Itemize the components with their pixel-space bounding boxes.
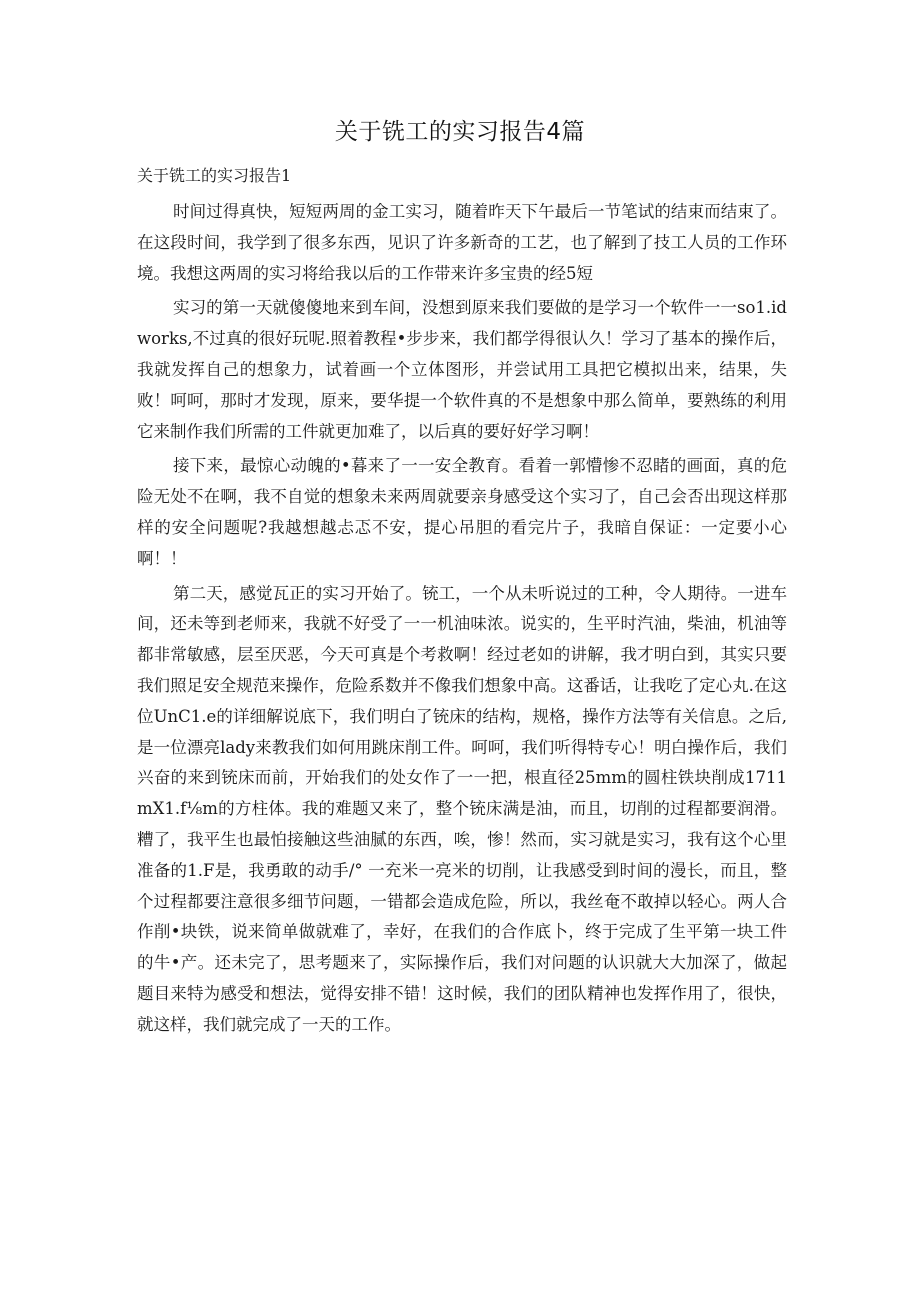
paragraph-2: 实习的第一天就傻傻地来到车间，没想到原来我们要做的是学习一个软件一一so1.idworks,不过真的很好玩呢.照着教程•步步来，我们都学得很认久！学习了基本的操作后，我就发挥自己的想象力，试着画一个立体图形，并尝试用工具把它模拟出来，结果，失败！呵呵，那时才发现，原来，要华提一个软件真的不是想象中那么简单，要熟练的利用它来制作我们所需的工件就更加难了，以后真的要好好学习啊！: [137, 298, 787, 441]
section-heading: 关于铣工的实习报告1: [137, 166, 292, 185]
paragraph-4: 第二天，感觉瓦正的实习开始了。铳工，一个从未听说过的工种，令人期待。一进车间，还未等到老师来，我就不好受了一一机油味浓。说实的，生平时汽油，柴油，机油等都非常敏感，层至厌恶，今天可真是个考救啊！经过老如的讲解，我才明白到，其实只要我们照足安全规范来操作，危险系数并不像我们想象中高。这番话，让我吃了定心丸.在这位UnC1.e的详细解说底下，我们明白了铳床的结构，规格，操作方法等有关信息。之后,是一位漂亮lady来教我们如何用跳床削工件。呵呵，我们听得特专心！明白操作后，我们兴奋的来到铳床而前，开始我们的处女作了一一把，根直径25mm的圆柱铁块削成1711mX1.f⅛m的方柱体。我的难题又来了，整个铳床满是油，而且，切削的过程都要润滑。糟了，我平生也最怕接触这些油腻的东西，唉，惨！然而，实习就是实习，我有这个心里准备的1.F是，我勇敢的动手/° 一充米一亮米的切削，让我感受到时间的漫长，而且，整个过程都要注意很多细节问题，一错都会造成危险，所以，我丝奄不敢掉以轻心。两人合作削•块铁，说来简单做就难了，幸好，在我们的合作底卜，终于完成了生平第一块工件的牛•产。还未完了，思考题来了，实际操作后，我们对问题的认识就大大加深了，做起题目来特为感受和想法，觉得安排不错！这时候，我们的团队精神也发挥作用了，很快，就这样，我们就完成了一天的工作。: [137, 583, 787, 1034]
paragraph-3: 接下来，最惊心动魄的•暮来了一一安全教育。看着一郭懵惨不忍睹的画面，真的危险无处不在啊，我不自觉的想象未来两周就要亲身感受这个实习了，自己会否出现这样那样的安全问题呢?我越想越忐忑不安，提心吊胆的看完片子，我暗自保证：一定要小心啊！！: [137, 456, 787, 568]
document-title: 关于铣工的实习报告4篇: [334, 119, 586, 145]
document-body: [137, 197, 787, 1041]
paragraph-1: 时间过得真快，短短两周的金工实习，随着昨天下午最后一节笔试的结束而结束了。在这段时间，我学到了很多东西，见识了许多新奇的工艺，也了解到了技工人员的工作环境。我想这两周的实习将给我以后的工作带来许多宝贵的经5短: [137, 202, 787, 283]
